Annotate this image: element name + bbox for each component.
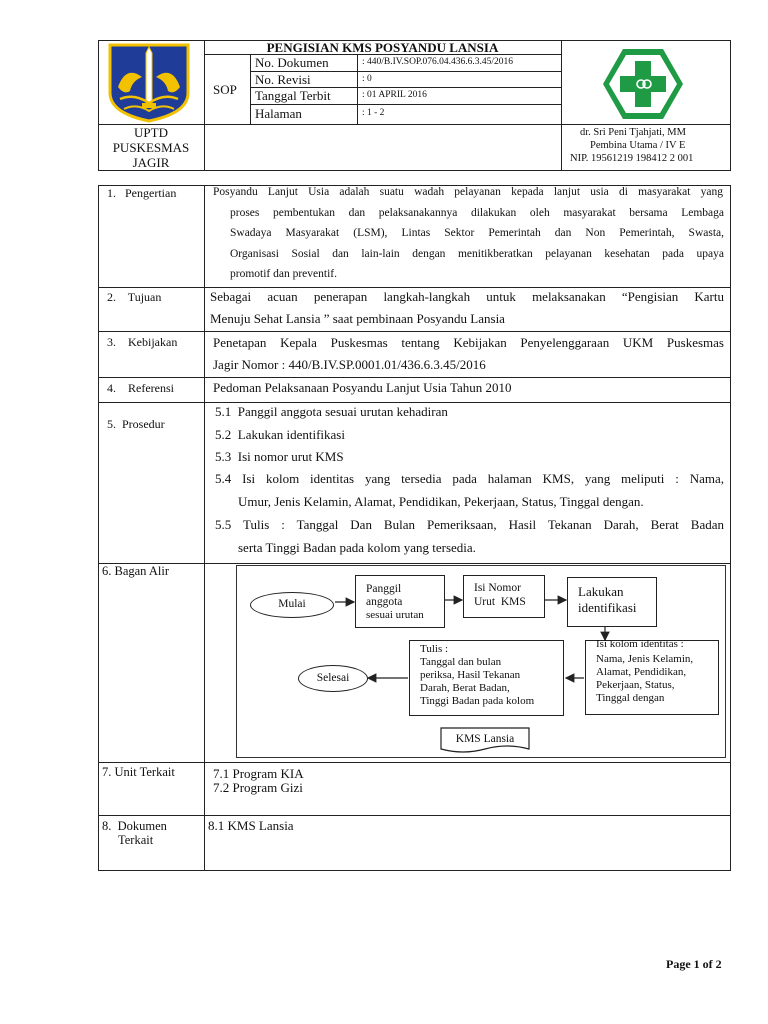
prosedur-step-5-4-cont: Umur, Jenis Kelamin, Alamat, Pendidikan, Pekerjaan, Status, Tinggal dengan. — [238, 494, 644, 509]
flow-isi-kolom-line-2: Nama, Jenis Kelamin, — [596, 653, 694, 665]
prosedur-step-5-3: 5.3 Isi nomor urut KMS — [215, 449, 344, 464]
label-referensi: 4. Referensi — [107, 381, 174, 395]
row-value-no-revisi: : 0 — [362, 74, 372, 84]
unit-terkait-item-2: 7.2 Program Gizi — [213, 780, 303, 795]
prosedur-step-5-2: 5.2 Lakukan identifikasi — [215, 427, 345, 442]
flow-tulis-line-4: Darah, Berat Badan, — [420, 682, 510, 694]
prosedur-step-5-1: 5.1 Panggil anggota sesuai urutan kehadiran — [215, 404, 448, 419]
document-title: PENGISIAN KMS POSYANDU LANSIA — [266, 40, 499, 55]
signer-rank: Pembina Utama / IV E — [590, 140, 686, 151]
unit-terkait-item-1: 7.1 Program KIA — [213, 766, 304, 781]
label-dokumen-terkait-line-1: 8. Dokumen — [102, 819, 167, 833]
label-unit-terkait: 7. Unit Terkait — [102, 765, 175, 779]
row-label-no-dokumen: No. Dokumen — [255, 55, 329, 70]
flow-isi-kolom-line-5: Tinggal dengan — [596, 692, 665, 704]
pengertian-line-2: proses pembentukan dan pelaksanakannya dilakukan oleh masyarakat bersama Lembaga — [230, 207, 724, 219]
page-number: Page 1 of 2 — [666, 957, 722, 971]
label-tujuan: 2. Tujuan — [107, 290, 162, 304]
dokumen-terkait-text: 8.1 KMS Lansia — [208, 818, 294, 833]
flow-isi-nomor-line-2: Urut KMS — [474, 596, 526, 608]
label-kebijakan: 3. Kebijakan — [107, 335, 178, 349]
prosedur-step-5-5-cont: serta Tinggi Badan pada kolom yang tersedia. — [238, 540, 476, 555]
flow-isi-kolom-line-3: Alamat, Pendidikan, — [596, 666, 687, 678]
row-label-no-revisi: No. Revisi — [255, 72, 311, 87]
sop-label: SOP — [213, 82, 237, 97]
row-value-halaman: : 1 - 2 — [362, 108, 385, 118]
flow-document-kms-label: KMS Lansia — [455, 733, 515, 745]
pengertian-line-4: Organisasi Sosial dan lain-lain dengan menitikberatkan pelayanan kesehatan pada upaya — [230, 248, 724, 260]
row-label-tanggal-terbit: Tanggal Terbit — [255, 88, 331, 103]
tujuan-line-2: Menuju Sehat Lansia ” saat pembinaan Posyandu Lansia — [210, 311, 505, 326]
flow-end-label: Selesai — [316, 672, 350, 684]
pengertian-line-5: promotif dan preventif. — [230, 268, 337, 280]
org-name-line-3: JAGIR — [132, 155, 170, 170]
flow-panggil-line-1: Panggil — [366, 583, 402, 595]
label-prosedur: 5. Prosedur — [107, 417, 165, 431]
org-name-line-1: UPTD — [134, 125, 168, 140]
kebijakan-line-1: Penetapan Kepala Puskesmas tentang Kebijakan Penyelenggaraan UKM Puskesmas — [213, 335, 724, 350]
tujuan-line-1: Sebagai acuan penerapan langkah-langkah untuk melaksanakan “Pengisian Kartu — [210, 289, 724, 304]
signer-name: dr. Sri Peni Tjahjati, MM — [580, 127, 686, 138]
row-value-tanggal-terbit: : 01 APRIL 2016 — [362, 90, 427, 100]
prosedur-step-5-4: 5.4 Isi kolom identitas yang tersedia pada halaman KMS, yang meliputi : Nama, — [215, 471, 724, 486]
referensi-text: Pedoman Pelaksanaan Posyandu Lanjut Usia Tahun 2010 — [213, 380, 512, 395]
flow-tulis-line-3: periksa, Hasil Tekanan — [420, 669, 521, 681]
org-name-line-2: PUSKESMAS — [112, 140, 190, 155]
flow-isi-kolom-line-4: Pekerjaan, Status, — [596, 679, 675, 691]
flow-panggil-line-2: anggota — [366, 596, 403, 608]
flow-start-label: Mulai — [278, 598, 306, 610]
signer-nip: NIP. 19561219 198412 2 001 — [570, 153, 694, 164]
flow-lakukan-line-1: Lakukan — [578, 584, 624, 599]
row-label-halaman: Halaman — [255, 106, 302, 121]
flow-isi-nomor-line-1: Isi Nomor — [474, 582, 521, 594]
label-dokumen-terkait-line-2: Terkait — [118, 833, 154, 847]
label-pengertian: 1. Pengertian — [107, 186, 177, 200]
label-bagan-alir: 6. Bagan Alir — [102, 564, 170, 578]
flow-tulis-line-1: Tulis : — [420, 643, 449, 655]
kebijakan-line-2: Jagir Nomor : 440/B.IV.SP.0001.01/436.6.3.45/2016 — [213, 357, 486, 372]
flow-tulis-line-2: Tanggal dan bulan — [420, 656, 502, 668]
flow-tulis-line-5: Tinggi Badan pada kolom — [420, 695, 535, 707]
prosedur-step-5-5: 5.5 Tulis : Tanggal Dan Bulan Pemeriksaan, Hasil Tekanan Darah, Berat Badan — [215, 517, 724, 532]
pengertian-line-3: Swadaya Masyarakat (LSM), Lintas Sektor Pemerintah dan Non Pemerintah, Swasta, — [230, 227, 724, 239]
flow-panggil-line-3: sesuai urutan — [366, 609, 424, 621]
flow-lakukan-line-2: identifikasi — [578, 600, 637, 615]
pengertian-line-1: Posyandu Lanjut Usia adalah suatu wadah pelayanan kepada lanjut usia di masyarakat yang — [213, 186, 723, 198]
flow-isi-kolom-line-1: Isi kolom identitas : — [596, 638, 684, 650]
row-value-no-dokumen: : 440/B.IV.SOP.076.04.436.6.3.45/2016 — [362, 57, 514, 67]
